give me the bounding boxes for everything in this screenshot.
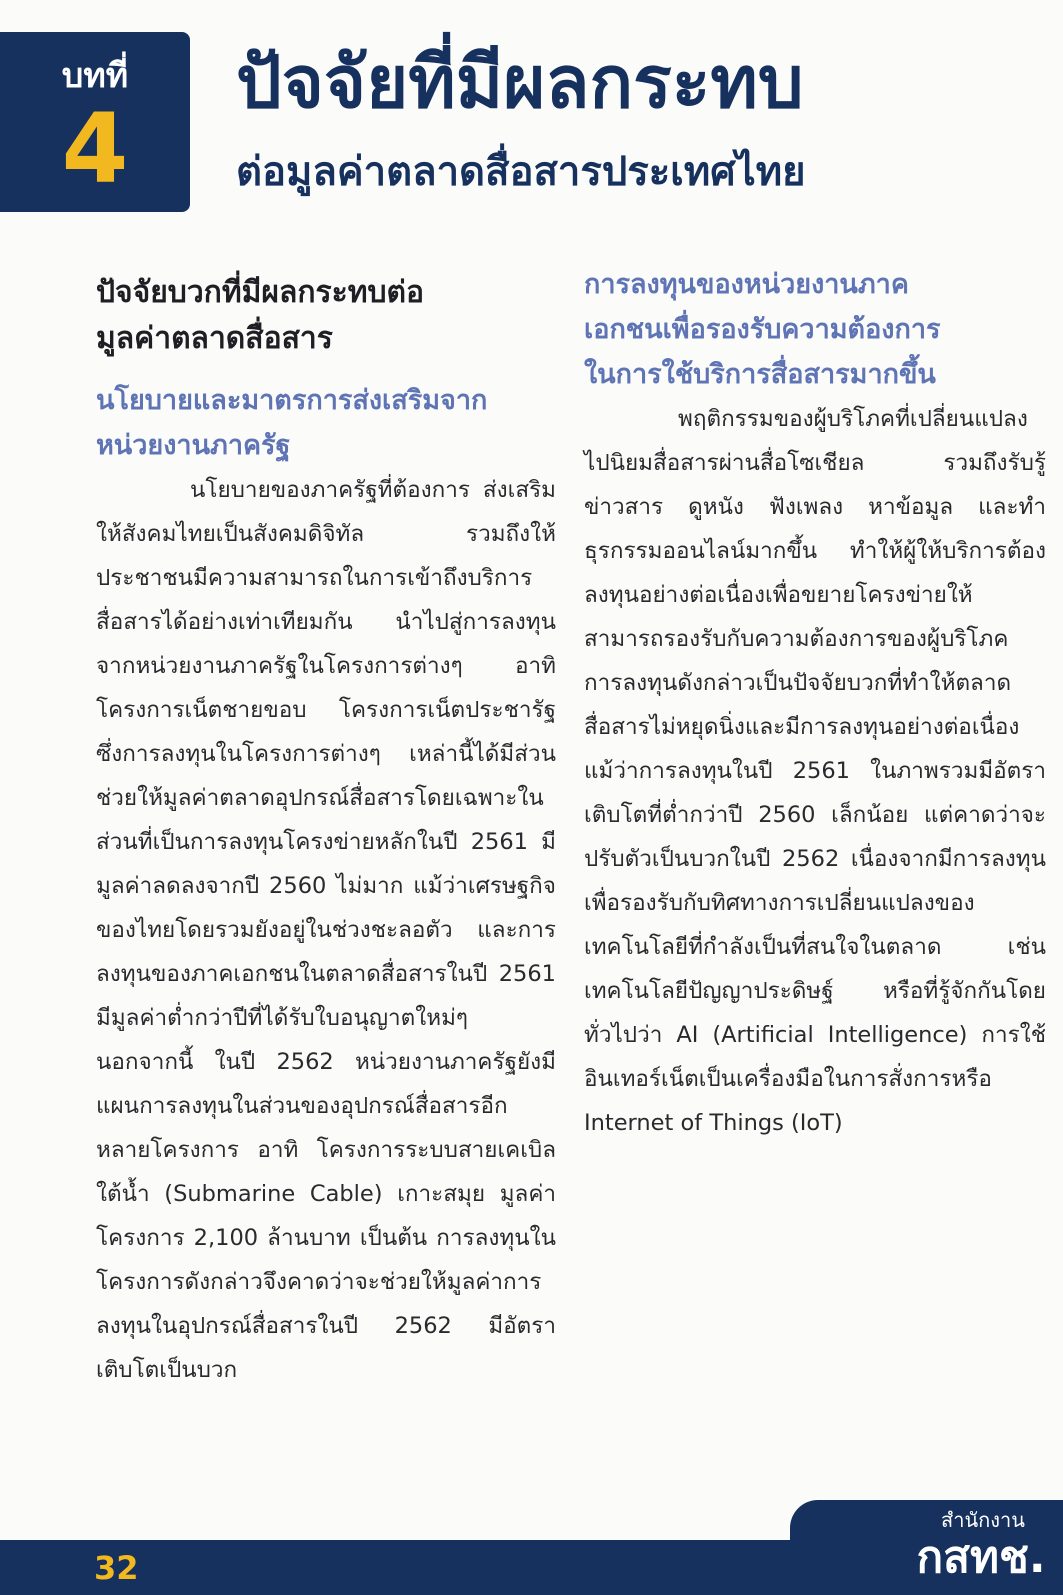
page-title: ปัจจัยที่มีผลกระทบ [236,40,804,124]
paragraph-private-investment: พฤติกรรมของผู้บริโภคที่เปลี่ยนแปลงไปนิยมสื่อสารผ่านสื่อโซเชียล รวมถึงรับรู้ข่าวสาร ดูหนัง ฟังเพลง หาข้อมูล และทำธุรกรรมออนไลน์มากขึ้น ทำให้ผู้ให้บริการต้องลงทุนอย่างต่อเนื่องเพื่อขยายโครงข่ายให้สามารถรองรับกับความต้องการของผู้บริโภค การลงทุนดังกล่าวเป็นปัจจัยบวกที่ทำให้ตลาดสื่อสารไม่หยุดนิ่งและมีการลงทุนอย่างต่อเนื่องแม้ว่าการลงทุนในปี 2561 ในภาพรวมมีอัตราเติบโตที่ต่ำกว่าปี 2560 เล็กน้อย แต่คาดว่าจะปรับตัวเป็นบวกในปี 2562 เนื่องจากมีการลงทุนเพื่อรองรับกับทิศทางการเปลี่ยนแปลงของเทคโนโลยีที่กำลังเป็นที่สนใจในตลาด เช่น เทคโนโลยีปัญญาประดิษฐ์ หรือที่รู้จักกันโดยทั่วไปว่า AI (Artificial Intelligence) การใช้อินเทอร์เน็ตเป็นเครื่องมือในการสั่งการหรือ Internet of Things (IoT) [584,406,1046,1136]
right-column [584,262,1046,1145]
section-heading: ปัจจัยบวกที่มีผลกระทบต่อ มูลค่าตลาดสื่อสาร [96,275,425,356]
chapter-badge [0,32,190,212]
subsection-heading-policy: นโยบายและมาตรการส่งเสริมจาก หน่วยงานภาครัฐ [96,385,488,461]
left-column [96,270,556,1392]
page-number: 32 [94,1549,139,1587]
page-subtitle: ต่อมูลค่าตลาดสื่อสารประเทศไทย [236,149,806,195]
paragraph-policy: นโยบายของภาครัฐที่ต้องการ ส่งเสริมให้สังคมไทยเป็นสังคมดิจิทัล รวมถึงให้ประชาชนมีความสามารถในการเข้าถึงบริการสื่อสารได้อย่างเท่าเทียมกัน นำไปสู่การลงทุนจากหน่วยงานภาครัฐในโครงการต่างๆ อาทิ โครงการเน็ตชายขอบ โครงการเน็ตประชารัฐ ซึ่งการลงทุนในโครงการต่างๆ เหล่านี้ได้มีส่วนช่วยให้มูลค่าตลาดอุปกรณ์สื่อสารโดยเฉพาะในส่วนที่เป็นการลงทุนโครงข่ายหลักในปี 2561 มีมูลค่าลดลงจากปี 2560 ไม่มาก แม้ว่าเศรษฐกิจของไทยโดยรวมยังอยู่ในช่วงชะลอตัว และการลงทุนของภาคเอกชนในตลาดสื่อสารในปี 2561 มีมูลค่าต่ำกว่าปีที่ได้รับใบอนุญาตใหม่ๆ นอกจากนี้ ในปี 2562 หน่วยงานภาครัฐยังมีแผนการลงทุนในส่วนของอุปกรณ์สื่อสารอีกหลายโครงการ อาทิ โครงการระบบสายเคเบิลใต้น้ำ (Submarine Cable) เกาะสมุย มูลค่าโครงการ 2,100 ล้านบาท เป็นต้น การลงทุนในโครงการดังกล่าวจึงคาดว่าจะช่วยให้มูลค่าการลงทุนในอุปกรณ์สื่อสารในปี 2562 มีอัตราเติบโตเป็นบวก [96,477,556,1383]
org-label: สำนักงาน [941,1508,1025,1532]
org-logo: กสทช. [916,1532,1046,1583]
subsection-heading-private-investment: การลงทุนของหน่วยงานภาค เอกชนเพื่อรองรับความต้องการ ในการใช้บริการสื่อสารมากขึ้น [584,269,941,390]
chapter-number: 4 [61,93,129,205]
chapter-label: บทที่ [61,56,129,96]
